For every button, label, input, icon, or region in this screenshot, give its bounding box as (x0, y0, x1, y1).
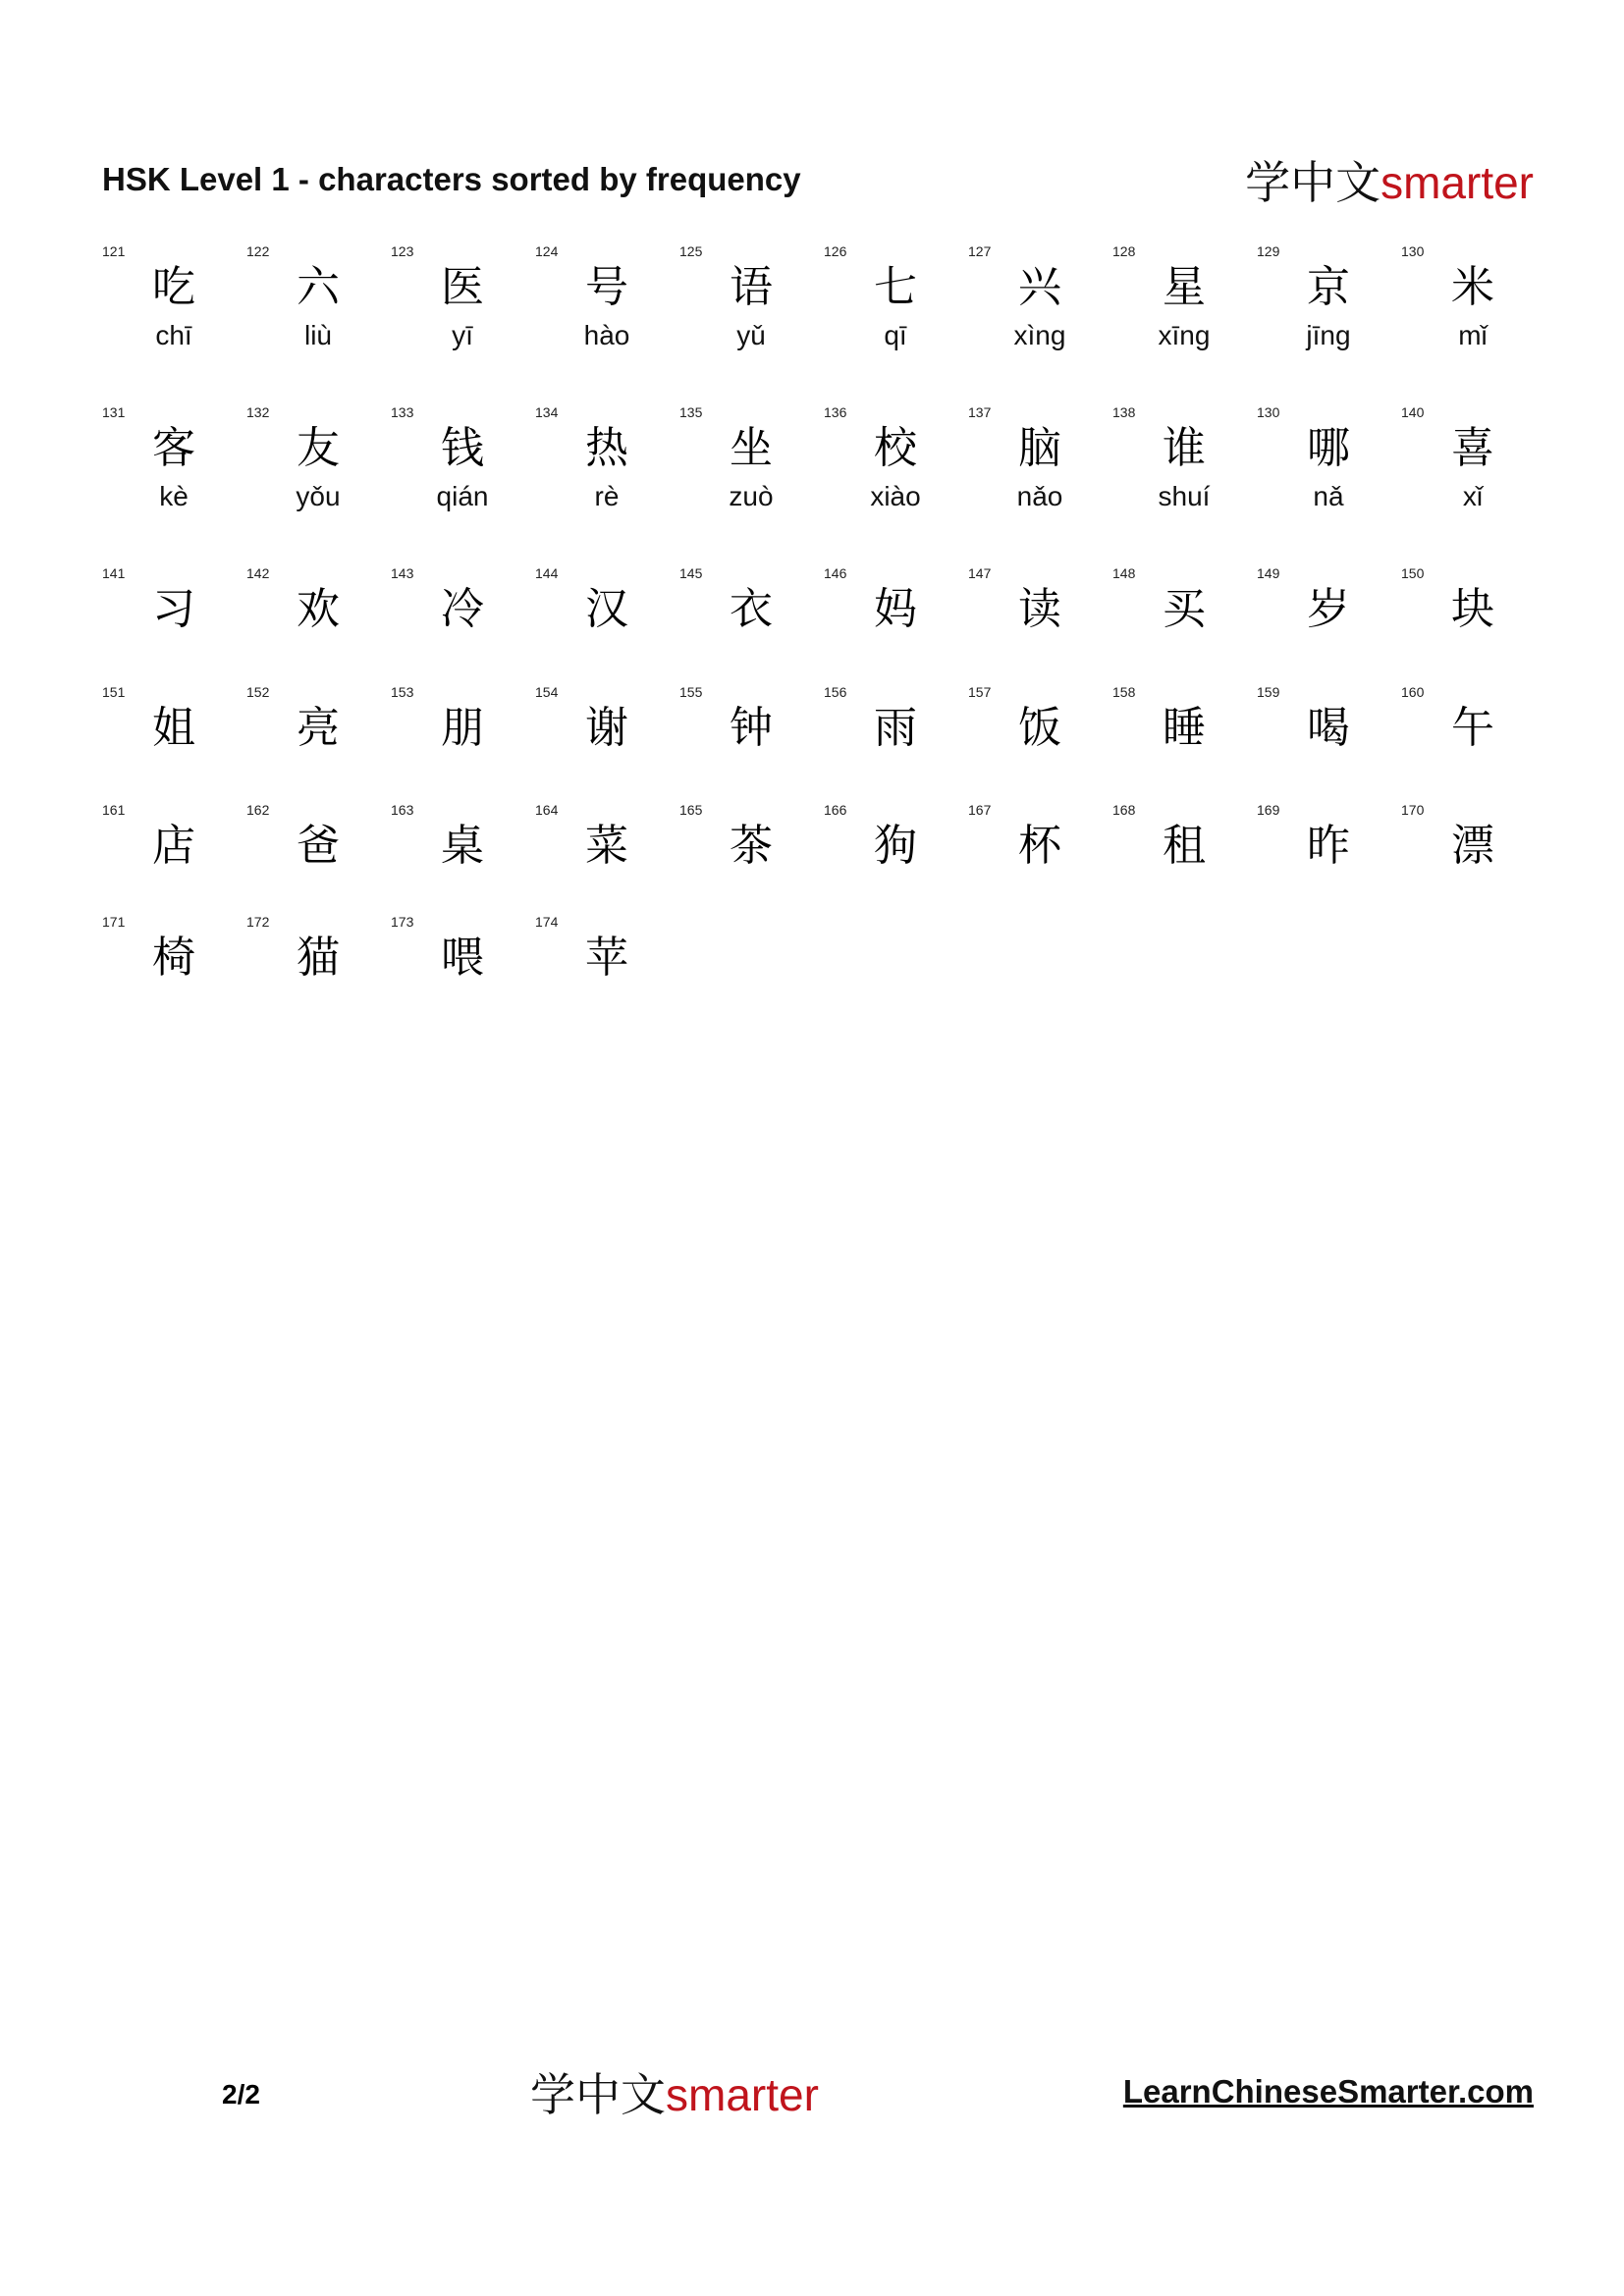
character-pinyin: qī (884, 320, 907, 350)
character-pinyin: yǒu (296, 481, 341, 511)
character-pinyin: jīng (1306, 320, 1351, 350)
character-glyph: 米 (1451, 262, 1494, 312)
character-glyph: 语 (730, 262, 773, 312)
character-glyph: 喂 (441, 933, 484, 983)
character-glyph: 冷 (441, 584, 484, 634)
character-number: 165 (679, 802, 703, 818)
character-number: 166 (824, 802, 847, 818)
character-pinyin: kè (159, 481, 189, 511)
character-number: 143 (391, 565, 414, 581)
character-number: 130 (1257, 404, 1280, 420)
character-glyph: 读 (1018, 584, 1061, 634)
character-glyph: 七 (874, 262, 917, 312)
character-number: 163 (391, 802, 414, 818)
brand-logo-top (1245, 147, 1534, 212)
character-glyph: 喜 (1451, 423, 1494, 473)
character-pinyin: chī (155, 320, 192, 350)
character-number: 134 (535, 404, 559, 420)
character-number: 126 (824, 243, 847, 259)
character-number: 146 (824, 565, 847, 581)
character-number: 125 (679, 243, 703, 259)
character-pinyin: xiào (870, 481, 921, 511)
page-number: 2/2 (222, 2079, 260, 2109)
character-glyph: 爸 (297, 821, 340, 871)
character-glyph: 星 (1163, 262, 1206, 312)
character-glyph: 友 (297, 423, 340, 473)
character-glyph: 谁 (1163, 423, 1206, 473)
character-glyph: 哪 (1307, 423, 1350, 473)
character-number: 140 (1401, 404, 1425, 420)
character-number: 169 (1257, 802, 1280, 818)
character-glyph: 姐 (152, 703, 195, 753)
character-glyph: 茶 (730, 821, 773, 871)
character-glyph: 坐 (730, 423, 773, 473)
character-number: 130 (1401, 243, 1425, 259)
character-glyph: 漂 (1451, 821, 1494, 871)
character-number: 144 (535, 565, 559, 581)
character-glyph: 雨 (874, 703, 917, 753)
character-glyph: 岁 (1307, 584, 1350, 634)
character-number: 164 (535, 802, 559, 818)
character-number: 127 (968, 243, 992, 259)
character-glyph: 校 (874, 423, 917, 473)
character-glyph: 午 (1451, 703, 1494, 753)
character-number: 135 (679, 404, 703, 420)
character-glyph: 桌 (441, 821, 484, 871)
character-glyph: 汉 (585, 584, 628, 634)
character-glyph: 喝 (1307, 703, 1350, 753)
character-number: 159 (1257, 684, 1280, 700)
character-glyph: 租 (1163, 821, 1206, 871)
character-glyph: 买 (1163, 584, 1206, 634)
character-glyph: 谢 (585, 703, 628, 753)
character-number: 174 (535, 914, 559, 930)
character-glyph: 杯 (1018, 821, 1061, 871)
character-number: 148 (1112, 565, 1136, 581)
character-number: 129 (1257, 243, 1280, 259)
character-number: 158 (1112, 684, 1136, 700)
character-number: 150 (1401, 565, 1425, 581)
character-pinyin: qián (436, 481, 489, 511)
character-number: 128 (1112, 243, 1136, 259)
character-pinyin: mǐ (1458, 320, 1488, 350)
character-number: 173 (391, 914, 414, 930)
character-glyph: 医 (441, 262, 484, 312)
character-number: 147 (968, 565, 992, 581)
character-number: 149 (1257, 565, 1280, 581)
character-glyph: 睡 (1163, 703, 1206, 753)
character-number: 153 (391, 684, 414, 700)
character-pinyin: yǔ (736, 320, 766, 350)
character-number: 161 (102, 802, 126, 818)
character-glyph: 妈 (874, 584, 917, 634)
character-pinyin: zuò (729, 481, 774, 511)
character-glyph: 衣 (730, 584, 773, 634)
character-glyph: 钟 (730, 703, 773, 753)
character-pinyin: shuí (1158, 481, 1211, 511)
character-glyph: 昨 (1307, 821, 1350, 871)
character-number: 133 (391, 404, 414, 420)
character-glyph: 兴 (1018, 262, 1061, 312)
character-glyph: 店 (152, 821, 195, 871)
character-glyph: 热 (585, 423, 628, 473)
brand-logo-cn: 学中文 (530, 2068, 666, 2121)
character-glyph: 习 (152, 584, 195, 634)
page-title: HSK Level 1 - characters sorted by frequency (102, 161, 801, 197)
brand-logo-bottom (530, 2059, 819, 2124)
character-number: 136 (824, 404, 847, 420)
character-glyph: 客 (152, 423, 195, 473)
brand-logo-cn: 学中文 (1245, 156, 1381, 209)
character-number: 167 (968, 802, 992, 818)
character-number: 160 (1401, 684, 1425, 700)
website-link[interactable]: LearnChineseSmarter.com (1122, 2073, 1534, 2109)
character-number: 132 (246, 404, 270, 420)
character-glyph: 狗 (874, 821, 917, 871)
character-glyph: 亮 (297, 703, 340, 753)
character-pinyin: hào (583, 320, 630, 350)
character-number: 155 (679, 684, 703, 700)
character-number: 142 (246, 565, 270, 581)
character-number: 141 (102, 565, 126, 581)
character-glyph: 朋 (441, 703, 484, 753)
character-glyph: 菜 (585, 821, 628, 871)
character-glyph: 六 (297, 262, 340, 312)
character-glyph: 饭 (1018, 703, 1061, 753)
character-number: 122 (246, 243, 270, 259)
character-number: 137 (968, 404, 992, 420)
character-number: 157 (968, 684, 992, 700)
character-glyph: 京 (1307, 262, 1350, 312)
character-number: 171 (102, 914, 126, 930)
character-pinyin: yī (452, 320, 473, 350)
character-number: 156 (824, 684, 847, 700)
character-number: 152 (246, 684, 270, 700)
character-pinyin: xìng (1013, 320, 1066, 350)
character-number: 138 (1112, 404, 1136, 420)
character-glyph: 苹 (585, 933, 628, 983)
character-glyph: 吃 (152, 262, 195, 312)
character-pinyin: liù (303, 320, 332, 350)
character-glyph: 猫 (297, 933, 340, 983)
character-number: 154 (535, 684, 559, 700)
character-glyph: 椅 (152, 933, 195, 983)
character-glyph: 块 (1451, 584, 1494, 634)
character-glyph: 欢 (297, 584, 340, 634)
character-glyph: 脑 (1018, 423, 1061, 473)
character-glyph: 号 (585, 262, 628, 312)
character-pinyin: xīng (1158, 320, 1211, 350)
character-pinyin: xǐ (1462, 481, 1484, 511)
character-pinyin: nǎo (1016, 481, 1063, 511)
character-number: 170 (1401, 802, 1425, 818)
character-number: 168 (1112, 802, 1136, 818)
brand-logo-en: smarter (666, 2069, 819, 2120)
character-number: 121 (102, 243, 126, 259)
character-pinyin: nǎ (1313, 481, 1344, 511)
character-number: 162 (246, 802, 270, 818)
brand-logo-en: smarter (1380, 157, 1534, 208)
character-number: 145 (679, 565, 703, 581)
character-number: 172 (246, 914, 270, 930)
character-number: 124 (535, 243, 559, 259)
character-pinyin: rè (594, 481, 620, 511)
character-number: 151 (102, 684, 126, 700)
character-number: 123 (391, 243, 414, 259)
character-glyph: 钱 (441, 423, 484, 473)
character-number: 131 (102, 404, 126, 420)
